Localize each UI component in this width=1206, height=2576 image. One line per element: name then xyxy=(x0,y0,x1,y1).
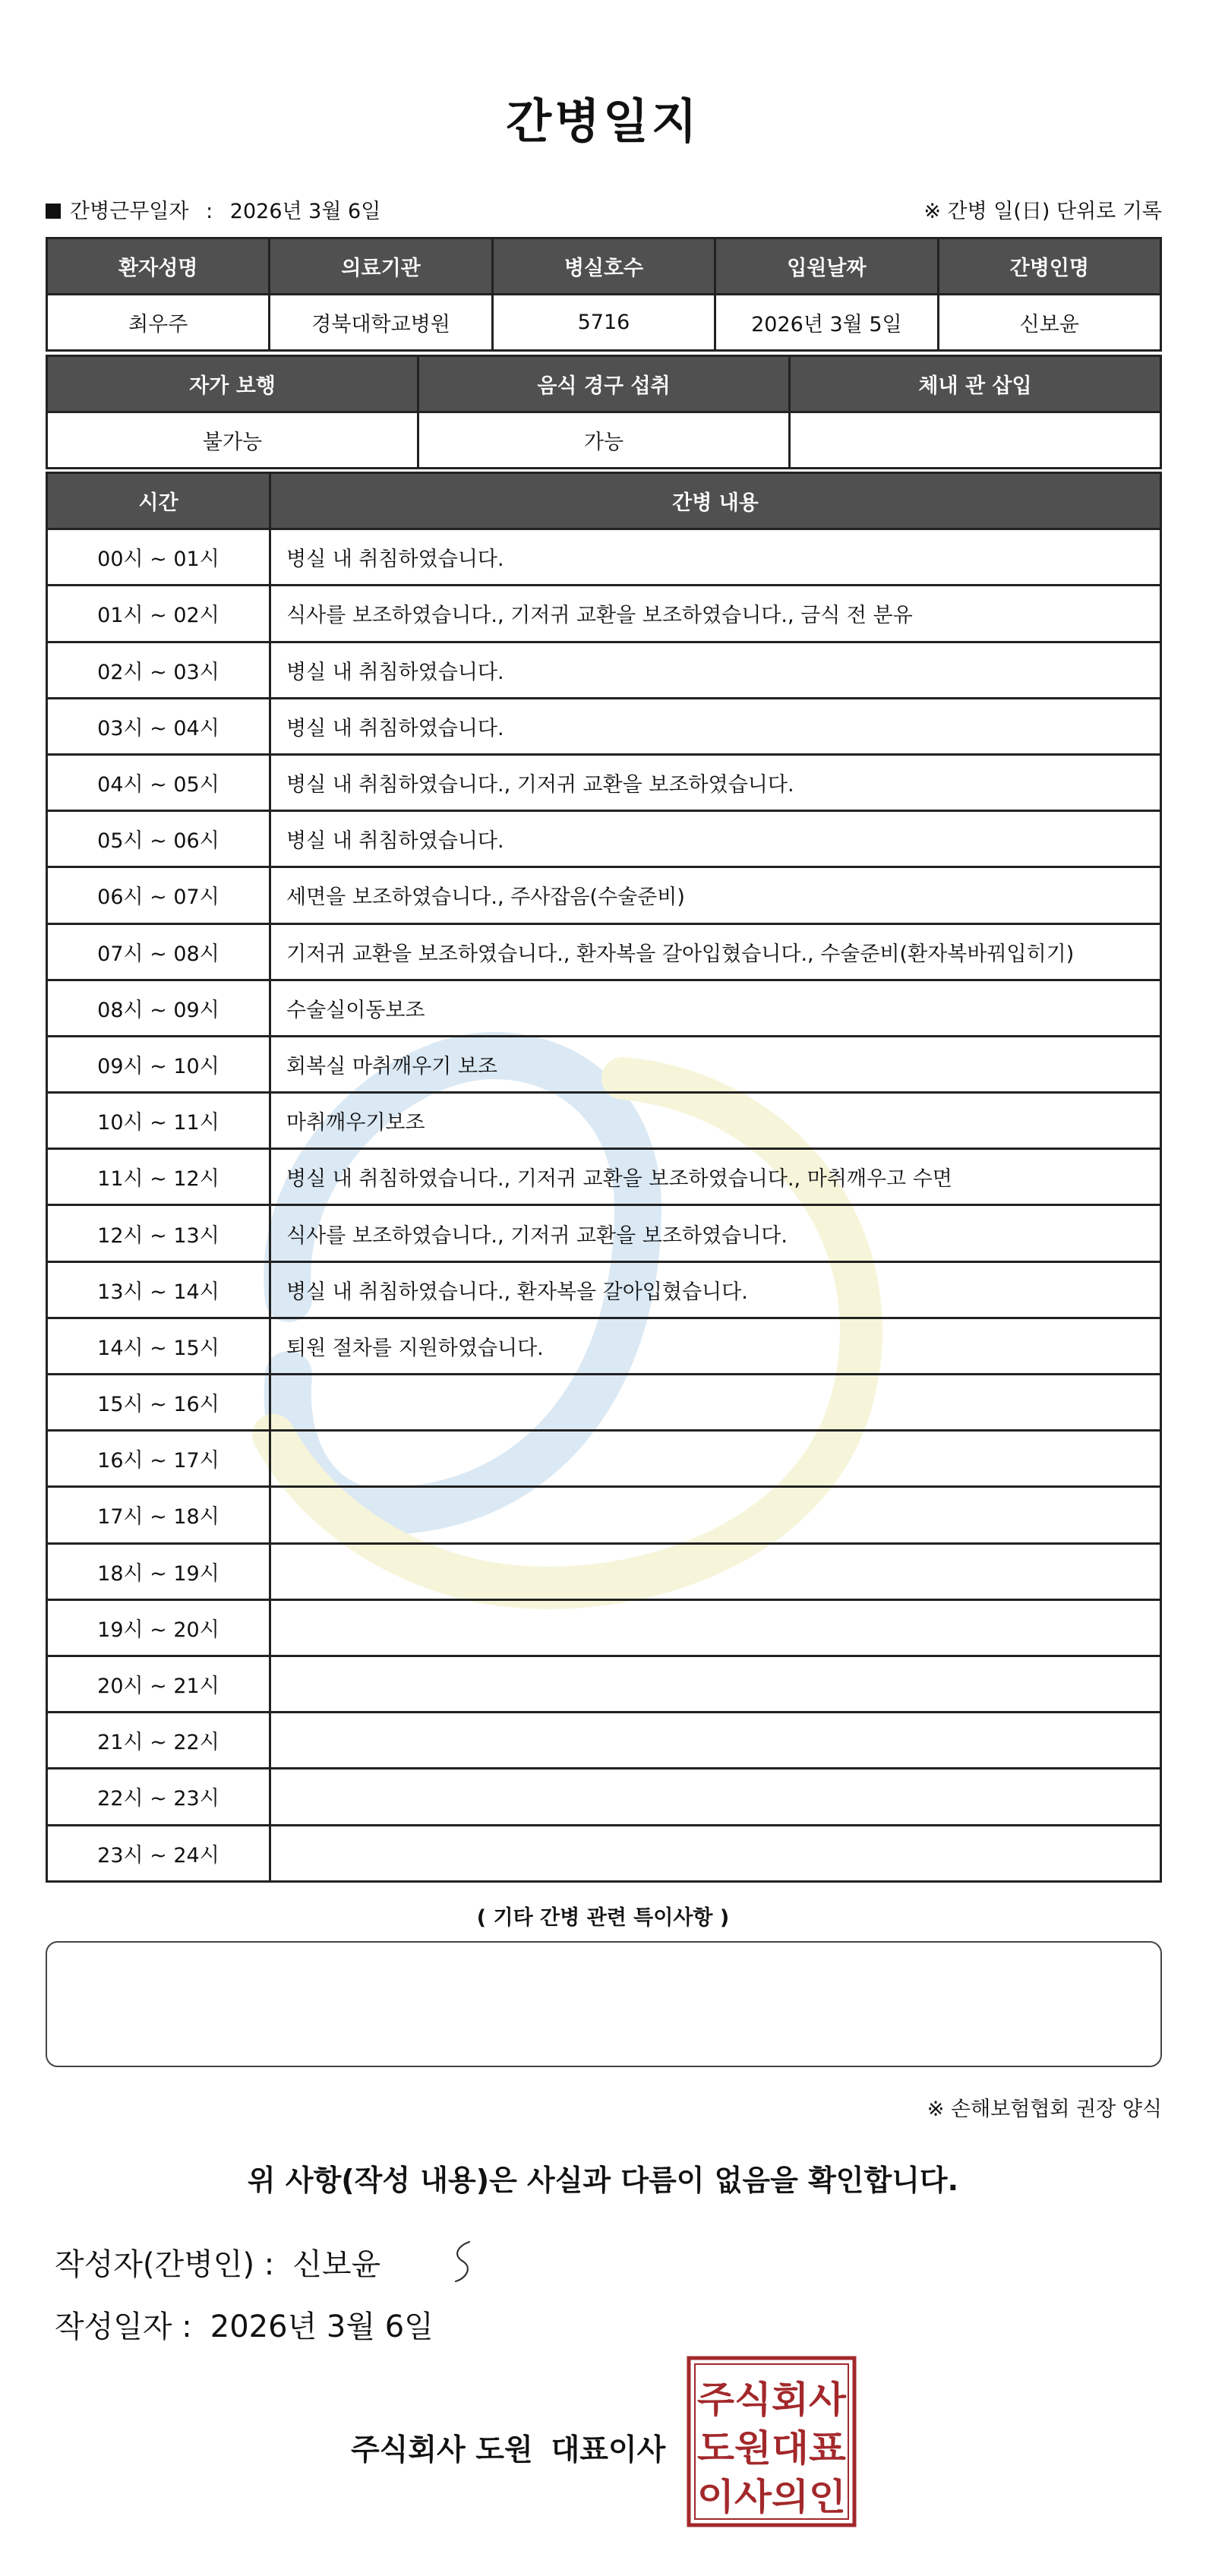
time-slot: 04시 ~ 05시 xyxy=(47,754,270,810)
form-source-note: ※ 손해보험협회 권장 양식 xyxy=(927,2098,1162,2121)
time-slot: 08시 ~ 09시 xyxy=(47,980,270,1036)
handwritten-signature-icon xyxy=(447,2239,483,2284)
writer-name: 신보윤 xyxy=(292,2247,381,2282)
time-slot: 15시 ~ 16시 xyxy=(47,1375,270,1431)
table-row xyxy=(47,1431,1161,1487)
table-row xyxy=(47,923,1161,980)
table-row xyxy=(47,1656,1161,1712)
care-content: 식사를 보조하였습니다., 기저귀 교환을 보조하였습니다., 금식 전 분유 xyxy=(270,586,1161,642)
time-slot: 05시 ~ 06시 xyxy=(47,811,270,867)
care-log-header-row xyxy=(47,473,1161,529)
time-slot: 12시 ~ 13시 xyxy=(47,1205,270,1261)
care-content xyxy=(270,1825,1161,1881)
time-slot: 18시 ~ 19시 xyxy=(47,1543,270,1599)
table-row xyxy=(47,1713,1161,1769)
time-slot: 07시 ~ 08시 xyxy=(47,923,270,980)
square-bullet-icon xyxy=(46,204,61,219)
care-content: 병실 내 취침하였습니다. xyxy=(270,529,1161,586)
header-room: 병실호수 xyxy=(492,238,715,295)
time-slot: 02시 ~ 03시 xyxy=(47,642,270,698)
time-slot: 23시 ~ 24시 xyxy=(47,1825,270,1881)
care-content: 병실 내 취침하였습니다., 환자복을 갈아입혔습니다. xyxy=(270,1261,1161,1318)
care-content xyxy=(270,1656,1161,1712)
write-date-value: 2026년 3월 6일 xyxy=(210,2309,434,2344)
table-row xyxy=(47,586,1161,642)
table-row xyxy=(47,1093,1161,1149)
time-slot: 16시 ~ 17시 xyxy=(47,1431,270,1487)
table-row xyxy=(47,642,1161,698)
table-row xyxy=(47,1318,1161,1374)
work-date-label: 간병근무일자 xyxy=(70,200,189,223)
confirmation-statement: 위 사항(작성 내용)은 사실과 다름이 없음을 확인합니다. xyxy=(247,2164,959,2197)
record-note: ※ 간병 일(日) 단위로 기록 xyxy=(923,200,1162,223)
work-date-separator: : xyxy=(206,200,213,223)
time-slot: 00시 ~ 01시 xyxy=(47,529,270,586)
care-content: 병실 내 취침하였습니다. xyxy=(270,811,1161,867)
write-date-label: 작성일자 : xyxy=(55,2309,192,2344)
room-number: 5716 xyxy=(492,295,715,351)
patient-status-table xyxy=(46,355,1162,469)
table-row xyxy=(47,1487,1161,1543)
patient-info-header-row xyxy=(47,238,1161,295)
time-slot: 22시 ~ 23시 xyxy=(47,1769,270,1825)
time-slot: 19시 ~ 20시 xyxy=(47,1599,270,1656)
care-content: 병실 내 취침하였습니다. xyxy=(270,642,1161,698)
time-slot: 09시 ~ 10시 xyxy=(47,1036,270,1092)
table-row xyxy=(47,1375,1161,1431)
table-row xyxy=(47,811,1161,867)
table-row xyxy=(47,1036,1161,1092)
table-row xyxy=(47,1543,1161,1599)
care-content xyxy=(270,1769,1161,1825)
work-date-row xyxy=(46,194,1162,225)
patient-name: 최우주 xyxy=(47,295,270,351)
care-content: 병실 내 취침하였습니다. xyxy=(270,698,1161,754)
write-date-line xyxy=(55,2303,434,2346)
time-slot: 14시 ~ 15시 xyxy=(47,1318,270,1374)
care-content: 퇴원 절차를 지원하였습니다. xyxy=(270,1318,1161,1374)
time-slot: 06시 ~ 07시 xyxy=(47,867,270,923)
admission-date: 2026년 3월 5일 xyxy=(715,295,938,351)
header-time: 시간 xyxy=(47,473,270,529)
table-row xyxy=(47,1205,1161,1261)
table-row xyxy=(47,1825,1161,1881)
oral-intake-value: 가능 xyxy=(418,412,790,469)
care-log-table xyxy=(46,472,1162,1883)
table-row xyxy=(47,980,1161,1036)
time-slot: 11시 ~ 12시 xyxy=(47,1149,270,1205)
svg-text:이사의인: 이사의인 xyxy=(697,2476,846,2518)
care-content: 병실 내 취침하였습니다., 기저귀 교환을 보조하였습니다., 마취깨우고 수면 xyxy=(270,1149,1161,1205)
time-slot: 17시 ~ 18시 xyxy=(47,1487,270,1543)
time-slot: 03시 ~ 04시 xyxy=(47,698,270,754)
self-walking-value: 불가능 xyxy=(47,412,418,469)
tube-insertion-value xyxy=(790,412,1161,469)
company-line xyxy=(351,2426,665,2469)
table-row xyxy=(47,1769,1161,1825)
care-content: 세면을 보조하였습니다., 주사잡음(수술준비) xyxy=(270,867,1161,923)
header-self-walking: 자가 보행 xyxy=(47,356,418,412)
care-content xyxy=(270,1431,1161,1487)
header-caregiver-name: 간병인명 xyxy=(938,238,1160,295)
svg-text:도원대표: 도원대표 xyxy=(697,2427,847,2470)
remarks-box xyxy=(46,1941,1162,2067)
patient-info-value-row xyxy=(47,295,1161,351)
care-content xyxy=(270,1713,1161,1769)
company-name: 주식회사 도원 xyxy=(351,2433,533,2467)
writer-line xyxy=(55,2240,380,2284)
document-title: 간병일지 xyxy=(506,93,700,149)
care-content xyxy=(270,1543,1161,1599)
table-row xyxy=(47,1261,1161,1318)
header-admission-date: 입원날짜 xyxy=(715,238,938,295)
work-date-value: 2026년 3월 6일 xyxy=(229,200,381,223)
time-slot: 01시 ~ 02시 xyxy=(47,586,270,642)
care-content: 회복실 마취깨우기 보조 xyxy=(270,1036,1161,1092)
header-tube-insertion: 체내 관 삽입 xyxy=(790,356,1161,412)
caregiver-name: 신보윤 xyxy=(938,295,1160,351)
care-content: 기저귀 교환을 보조하였습니다., 환자복을 갈아입혔습니다., 수술준비(환자복바꿔입히기) xyxy=(270,923,1161,980)
hospital-name: 경북대학교병원 xyxy=(270,295,492,351)
time-slot: 13시 ~ 14시 xyxy=(47,1261,270,1318)
writer-label: 작성자(간병인) : xyxy=(55,2247,275,2282)
care-content: 병실 내 취침하였습니다., 기저귀 교환을 보조하였습니다. xyxy=(270,754,1161,810)
care-content xyxy=(270,1375,1161,1431)
table-row xyxy=(47,1599,1161,1656)
time-slot: 10시 ~ 11시 xyxy=(47,1093,270,1149)
table-row xyxy=(47,529,1161,586)
header-hospital: 의료기관 xyxy=(270,238,492,295)
status-value-row xyxy=(47,412,1161,469)
status-header-row xyxy=(47,356,1161,412)
time-slot: 21시 ~ 22시 xyxy=(47,1713,270,1769)
table-row xyxy=(47,867,1161,923)
table-row xyxy=(47,698,1161,754)
care-content xyxy=(270,1487,1161,1543)
work-date xyxy=(46,194,380,224)
time-slot: 20시 ~ 21시 xyxy=(47,1656,270,1712)
care-content: 마취깨우기보조 xyxy=(270,1093,1161,1149)
remarks-title: ( 기타 간병 관련 특이사항 ) xyxy=(476,1906,730,1930)
header-care-content: 간병 내용 xyxy=(270,473,1161,529)
company-seal-stamp-icon xyxy=(687,2356,857,2527)
header-patient-name: 환자성명 xyxy=(47,238,270,295)
table-row xyxy=(47,754,1161,810)
header-oral-intake: 음식 경구 섭취 xyxy=(418,356,790,412)
patient-info-table xyxy=(46,237,1162,352)
svg-text:주식회사: 주식회사 xyxy=(697,2379,847,2421)
company-role: 대표이사 xyxy=(551,2433,666,2467)
care-content: 식사를 보조하였습니다., 기저귀 교환을 보조하였습니다. xyxy=(270,1205,1161,1261)
care-content xyxy=(270,1599,1161,1656)
care-content: 수술실이동보조 xyxy=(270,980,1161,1036)
table-row xyxy=(47,1149,1161,1205)
